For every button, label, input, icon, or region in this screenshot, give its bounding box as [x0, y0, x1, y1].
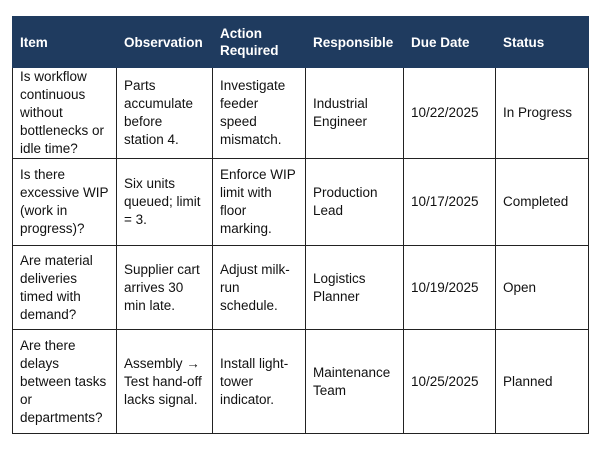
cell-status: Planned: [496, 330, 589, 434]
header-item: Item: [13, 17, 117, 68]
cell-item: Is workflow continuous without bottlenecks or idle time?: [13, 68, 117, 159]
table-row: [13, 159, 589, 246]
cell-item: Is there excessive WIP (work in progress)?: [13, 159, 117, 246]
cell-action: Investigate feeder speed mismatch.: [213, 68, 306, 159]
table-row: [13, 246, 589, 330]
cell-action: Install light-tower indicator.: [213, 330, 306, 434]
cell-observation: Assembly → Test hand-off lacks signal.: [117, 330, 213, 434]
cell-status: Open: [496, 246, 589, 330]
cell-responsible: Logistics Planner: [306, 246, 404, 330]
cell-responsible: Maintenance Team: [306, 330, 404, 434]
table-header: [13, 17, 589, 68]
table-row: [13, 330, 589, 434]
header-status: Status: [496, 17, 589, 68]
cell-responsible: Industrial Engineer: [306, 68, 404, 159]
cell-action: Adjust milk-run schedule.: [213, 246, 306, 330]
header-due-date: Due Date: [404, 17, 496, 68]
cell-due-date: 10/19/2025: [404, 246, 496, 330]
cell-due-date: 10/17/2025: [404, 159, 496, 246]
table-body: [13, 68, 589, 434]
cell-action: Enforce WIP limit with floor marking.: [213, 159, 306, 246]
table-row: [13, 68, 589, 159]
header-action-required: Action Required: [213, 17, 306, 68]
workflow-checklist-table: [12, 16, 589, 434]
cell-observation: Supplier cart arrives 30 min late.: [117, 246, 213, 330]
header-row: [13, 17, 589, 68]
header-responsible: Responsible: [306, 17, 404, 68]
cell-observation: Parts accumulate before station 4.: [117, 68, 213, 159]
cell-item: Are there delays between tasks or departments?: [13, 330, 117, 434]
header-observation: Observation: [117, 17, 213, 68]
cell-observation: Six units queued; limit = 3.: [117, 159, 213, 246]
cell-item: Are material deliveries timed with demand?: [13, 246, 117, 330]
cell-due-date: 10/25/2025: [404, 330, 496, 434]
cell-status: In Progress: [496, 68, 589, 159]
cell-due-date: 10/22/2025: [404, 68, 496, 159]
cell-status: Completed: [496, 159, 589, 246]
cell-responsible: Production Lead: [306, 159, 404, 246]
